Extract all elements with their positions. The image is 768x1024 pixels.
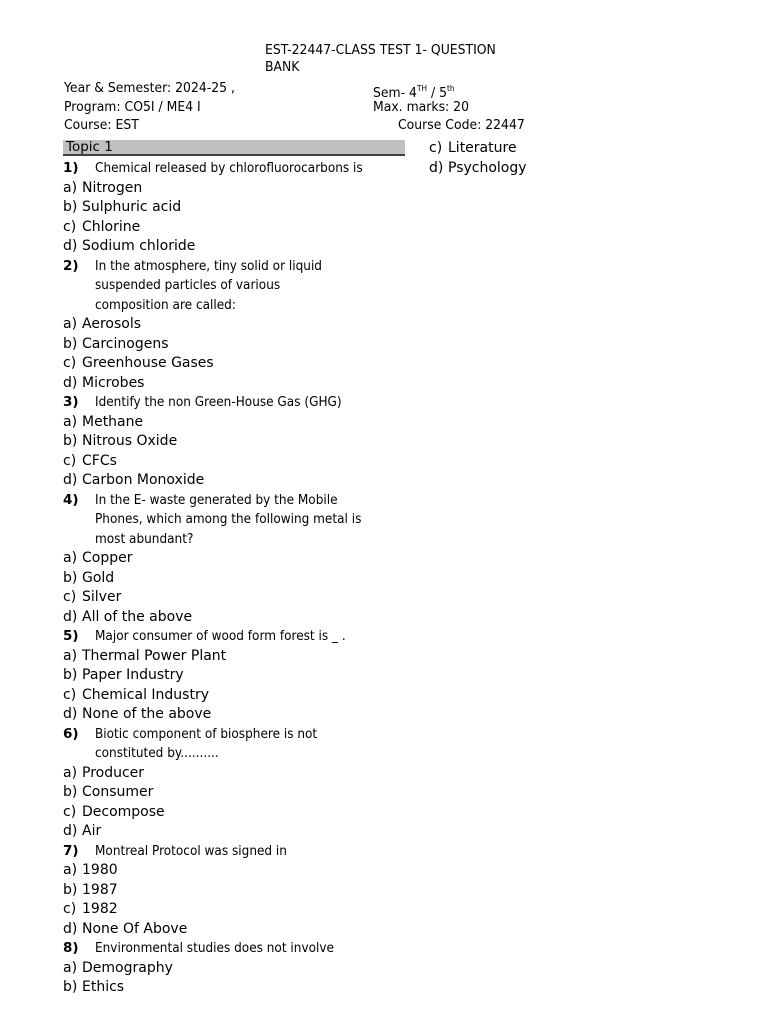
option-label: c): [63, 589, 77, 605]
option-text: Methane: [82, 413, 144, 430]
option-label: a): [63, 413, 78, 430]
course: Course: EST: [64, 117, 139, 133]
option-text: Sulphuric acid: [82, 199, 182, 215]
option-item: [63, 569, 408, 589]
option-text: Nitrogen: [82, 179, 143, 196]
option-text: CFCs: [82, 452, 117, 469]
page-title: EST-22447-CLASS TEST 1- QUESTION BANK: [265, 42, 496, 75]
option-label: a): [63, 959, 78, 976]
option-item: [63, 861, 408, 881]
option-text: Ethics: [82, 979, 125, 995]
question-text: Montreal Protocol was signed in: [95, 843, 287, 859]
option-label: c): [63, 218, 77, 235]
option-text: Air: [82, 823, 102, 839]
option-text: Sodium chloride: [82, 238, 196, 254]
question-column: [63, 159, 408, 998]
option-item: [63, 549, 408, 569]
question-text: Phones, which among the following metal is: [95, 512, 362, 527]
option-item: [63, 198, 408, 218]
option-text: Greenhouse Gases: [82, 355, 214, 371]
question-continuation: [63, 276, 408, 296]
option-text: None of the above: [82, 706, 212, 722]
option-item: [63, 783, 408, 803]
option-text: None Of Above: [82, 920, 188, 937]
option-text: 1980: [82, 862, 118, 878]
question-block: [63, 939, 408, 998]
option-label: b): [63, 667, 78, 683]
option-text: Demography: [82, 959, 173, 976]
option-label: c): [63, 901, 77, 917]
question-continuation: [63, 530, 408, 550]
option-item: [63, 354, 408, 374]
option-item: [63, 218, 408, 238]
option-label: b): [63, 335, 78, 352]
option-text: Producer: [82, 764, 145, 781]
sem-sup-1: TH: [416, 84, 427, 93]
question-text: Biotic component of biosphere is not: [95, 726, 318, 742]
question-block: [63, 257, 408, 394]
question-number: 7): [63, 842, 79, 859]
option-text: Chlorine: [82, 218, 141, 235]
option-text: Microbes: [82, 374, 145, 391]
option-text: Chemical Industry: [82, 686, 209, 703]
option-item: [63, 432, 408, 452]
option-item: [63, 686, 408, 706]
option-label: c): [429, 140, 443, 156]
option-item: [63, 374, 408, 394]
question-line: [63, 725, 408, 745]
max-marks: Max. marks: 20: [373, 99, 469, 115]
option-text: Psychology: [448, 159, 527, 176]
option-item: [63, 959, 408, 979]
question-number: 4): [63, 491, 79, 508]
option-label: a): [63, 862, 78, 878]
option-text: Carcinogens: [82, 335, 169, 352]
option-item: [63, 179, 408, 199]
option-label: b): [63, 433, 78, 449]
question-text: constituted by..........: [95, 746, 219, 761]
option-label: d): [63, 608, 78, 625]
option-item: [63, 803, 408, 823]
option-label: c): [63, 686, 77, 703]
course-code: Course Code: 22447: [398, 117, 525, 133]
option-item: [63, 900, 408, 920]
option-text: Consumer: [82, 784, 154, 800]
option-item: [63, 608, 408, 628]
question-number: 1): [63, 160, 79, 176]
question-text: Chemical released by chlorofluorocarbons is: [95, 161, 363, 176]
option-label: a): [63, 647, 78, 664]
question-line: [63, 491, 408, 511]
option-text: All of the above: [82, 608, 193, 625]
option-label: c): [63, 355, 77, 371]
option-item: [429, 139, 629, 159]
option-label: d): [63, 920, 78, 937]
option-label: d): [63, 823, 78, 839]
option-text: Copper: [82, 550, 133, 566]
option-label: a): [63, 179, 78, 196]
option-label: d): [63, 238, 78, 254]
question-text: suspended particles of various: [95, 278, 281, 293]
option-text: Gold: [82, 569, 115, 586]
option-label: a): [63, 764, 78, 781]
option-label: d): [63, 706, 78, 722]
question-text: most abundant?: [95, 531, 194, 547]
option-label: b): [63, 979, 78, 995]
option-label: b): [63, 569, 78, 586]
sem-mid: / 5: [426, 85, 447, 101]
question-line: [63, 939, 408, 959]
question-continuation: [63, 744, 408, 764]
option-label: d): [63, 472, 78, 488]
option-text: Literature: [448, 140, 517, 156]
question-text: Environmental studies does not involve: [95, 941, 334, 956]
option-text: 1987: [82, 881, 118, 898]
option-item: [63, 666, 408, 686]
continued-options-column: [429, 139, 629, 178]
question-number: 2): [63, 257, 79, 274]
option-item: [429, 159, 629, 179]
sem-prefix: Sem- 4: [373, 85, 417, 101]
question-line: [63, 842, 408, 862]
question-line: [63, 257, 408, 277]
option-text: Carbon Monoxide: [82, 472, 205, 488]
question-block: [63, 725, 408, 842]
option-label: a): [63, 316, 78, 332]
question-block: [63, 842, 408, 940]
option-item: [63, 705, 408, 725]
question-text: In the E- waste generated by the Mobile: [95, 492, 338, 508]
question-block: [63, 491, 408, 628]
question-number: 8): [63, 940, 79, 956]
question-continuation: [63, 296, 408, 316]
option-label: b): [63, 881, 78, 898]
question-text: Identify the non Green-House Gas (GHG): [95, 395, 342, 410]
question-number: 5): [63, 628, 79, 644]
question-line: [63, 159, 408, 179]
option-text: Silver: [82, 589, 122, 605]
option-item: [63, 822, 408, 842]
option-item: [63, 452, 408, 472]
question-number: 3): [63, 394, 79, 410]
question-line: [63, 393, 408, 413]
sem-sup-2: th: [446, 84, 455, 93]
option-text: Nitrous Oxide: [82, 433, 178, 449]
question-number: 6): [63, 725, 79, 742]
option-item: [63, 881, 408, 901]
option-label: a): [63, 550, 78, 566]
question-block: [63, 627, 408, 725]
option-text: Aerosols: [82, 316, 142, 332]
option-label: b): [63, 784, 78, 800]
question-text: In the atmosphere, tiny solid or liquid: [95, 258, 322, 274]
option-label: c): [63, 803, 77, 820]
option-item: [63, 315, 408, 335]
question-continuation: [63, 510, 408, 530]
question-text: composition are called:: [95, 297, 236, 313]
option-label: d): [429, 159, 444, 176]
option-text: Decompose: [82, 803, 165, 820]
option-item: [63, 471, 408, 491]
question-text: Major consumer of wood form forest is _ .: [95, 629, 346, 644]
option-text: Paper Industry: [82, 667, 184, 683]
question-block: [63, 393, 408, 491]
option-item: [63, 978, 408, 998]
option-text: Thermal Power Plant: [82, 647, 227, 664]
topic-heading: Topic 1: [63, 140, 405, 156]
option-item: [63, 588, 408, 608]
year-semester: Year & Semester: 2024-25 ,: [64, 80, 235, 96]
question-line: [63, 627, 408, 647]
option-label: d): [63, 374, 78, 391]
program: Program: CO5I / ME4 I: [64, 99, 201, 115]
question-block: [63, 159, 408, 257]
option-item: [63, 920, 408, 940]
option-item: [63, 237, 408, 257]
option-item: [63, 335, 408, 355]
option-item: [63, 647, 408, 667]
option-label: c): [63, 452, 77, 469]
option-item: [63, 764, 408, 784]
option-item: [63, 413, 408, 433]
option-text: 1982: [82, 901, 118, 917]
option-label: b): [63, 199, 78, 215]
